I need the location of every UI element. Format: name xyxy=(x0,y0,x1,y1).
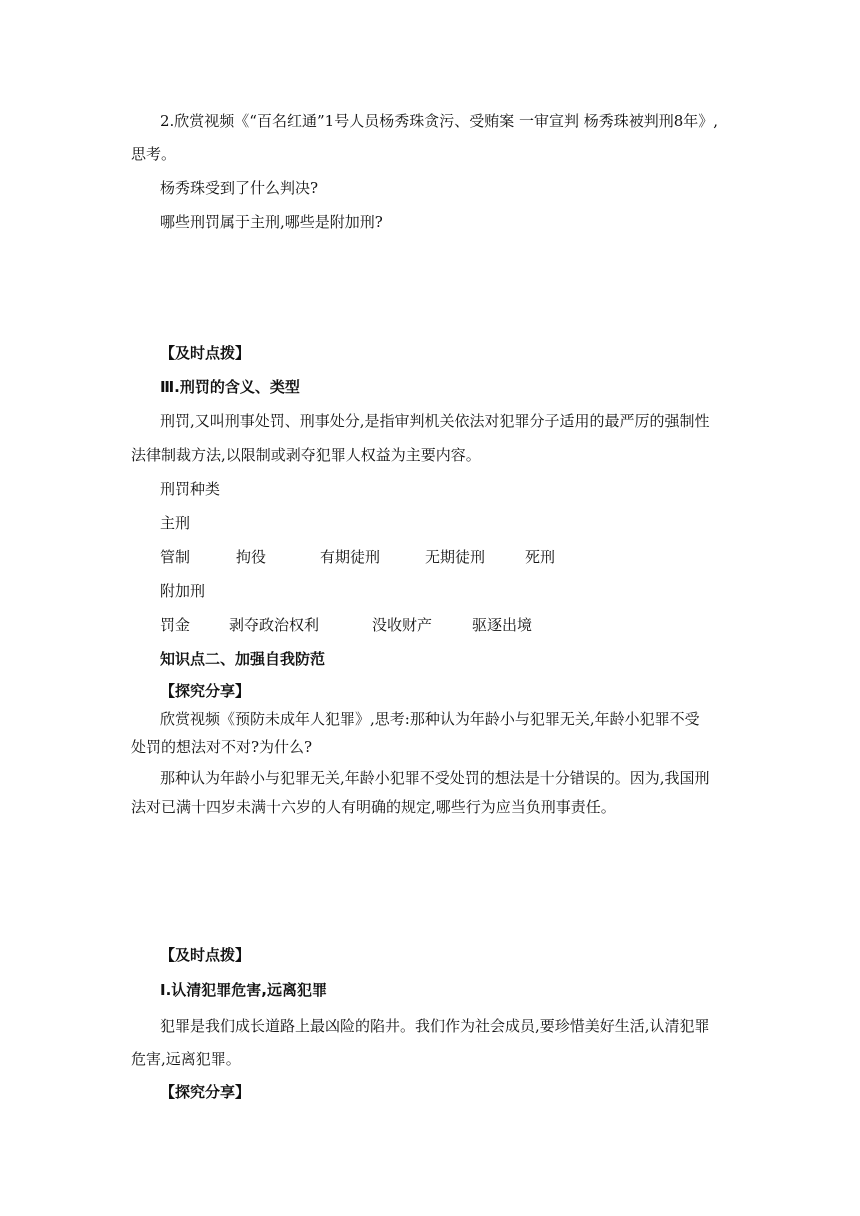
point2-question-line1: 欣赏视频《预防未成年人犯罪》,思考:那种认为年龄小与犯罪无关,年龄小犯罪不受 xyxy=(160,710,700,728)
main-penalty-item: 无期徒刑 xyxy=(425,548,486,566)
tip1-subheading: Ⅲ.刑罚的含义、类型 xyxy=(160,378,300,396)
extra-penalty-item: 剥夺政治权利 xyxy=(229,616,320,634)
extra-penalty-title: 附加刑 xyxy=(160,582,206,600)
main-penalty-item: 有期徒刑 xyxy=(320,548,381,566)
point2-answer-line1: 那种认为年龄小与犯罪无关,年龄小犯罪不受处罚的想法是十分错误的。因为,我国刑 xyxy=(160,769,710,787)
explore2-heading: 【探究分享】 xyxy=(160,1083,251,1101)
point2-explore-heading: 【探究分享】 xyxy=(160,682,251,700)
extra-penalty-item: 驱逐出境 xyxy=(472,616,533,634)
tip2-subheading: Ⅰ.认清犯罪危害,远离犯罪 xyxy=(160,981,327,999)
q2-line2: 思考。 xyxy=(131,145,177,163)
penalty-types-title: 刑罚种类 xyxy=(160,480,221,498)
q2-question1: 杨秀珠受到了什么判决? xyxy=(160,179,319,197)
tip2-heading: 【及时点拨】 xyxy=(160,946,251,964)
tip2-para-line2: 危害,远离犯罪。 xyxy=(131,1050,241,1068)
tip2-para-line1: 犯罪是我们成长道路上最凶险的陷井。我们作为社会成员,要珍惜美好生活,认清犯罪 xyxy=(160,1017,710,1035)
tip1-para-line2: 法律制裁方法,以限制或剥夺犯罪人权益为主要内容。 xyxy=(131,446,481,464)
point2-answer-line2: 法对已满十四岁未满十六岁的人有明确的规定,哪些行为应当负刑事责任。 xyxy=(131,798,616,816)
main-penalty-item: 死刑 xyxy=(525,548,556,566)
tip1-heading: 【及时点拨】 xyxy=(160,344,251,362)
point2-heading: 知识点二、加强自我防范 xyxy=(160,650,326,668)
point2-question-line2: 处罚的想法对不对?为什么? xyxy=(131,738,313,756)
extra-penalty-item: 罚金 xyxy=(160,616,191,634)
tip1-para-line1: 刑罚,又叫刑事处罚、刑事处分,是指审判机关依法对犯罪分子适用的最严厉的强制性 xyxy=(160,412,710,430)
main-penalty-item: 拘役 xyxy=(236,548,267,566)
main-penalty-item: 管制 xyxy=(160,548,191,566)
main-penalty-title: 主刑 xyxy=(160,514,191,532)
q2-line1: 2.欣赏视频《“百名红通”1号人员杨秀珠贪污、受贿案 一审宣判 杨秀珠被判刑8年》, xyxy=(160,112,719,130)
q2-question2: 哪些刑罚属于主刑,哪些是附加刑? xyxy=(160,213,383,231)
extra-penalty-item: 没收财产 xyxy=(372,616,433,634)
